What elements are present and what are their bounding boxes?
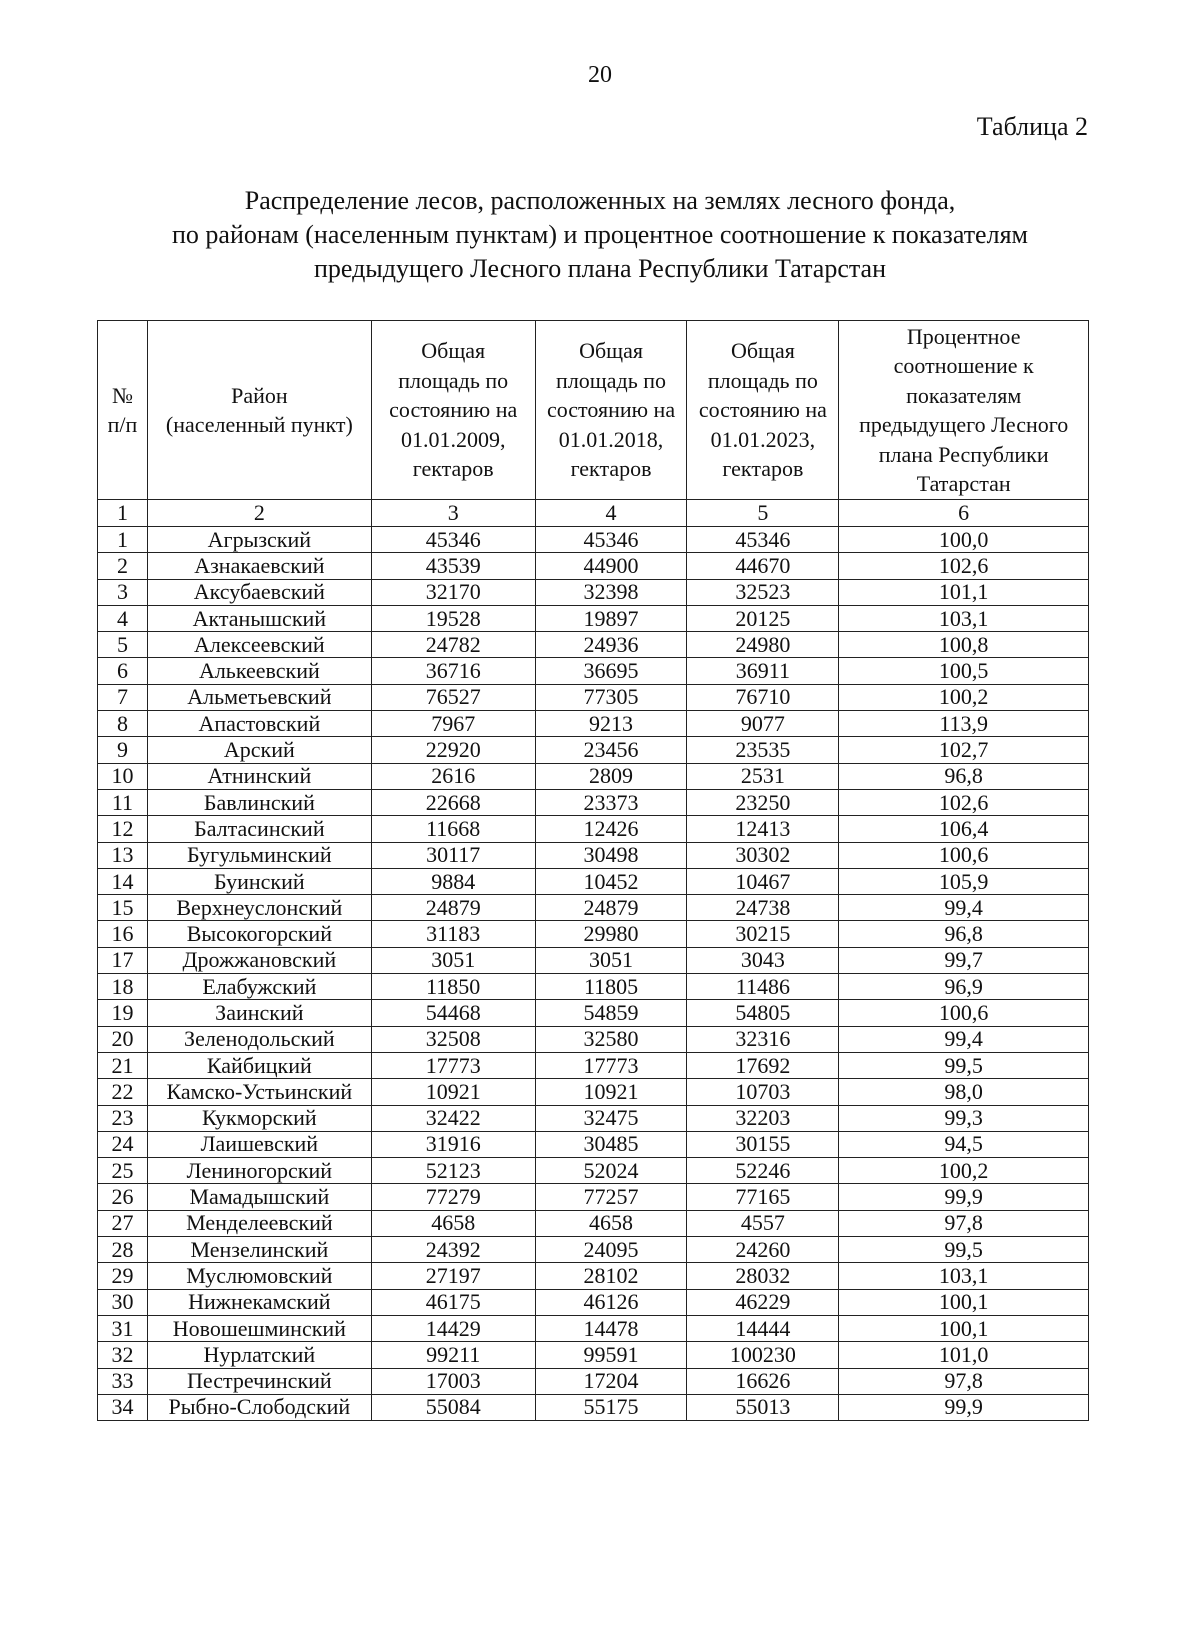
- district-cell: Бугульминский: [147, 842, 371, 868]
- area-2023-cell: 55013: [687, 1394, 839, 1420]
- header-number: [98, 321, 148, 500]
- area-2009-cell: 10921: [371, 1079, 535, 1105]
- table-row: [98, 1289, 1089, 1315]
- percent-cell: 96,8: [839, 763, 1089, 789]
- area-2009-cell: 24782: [371, 632, 535, 658]
- district-cell: Кайбицкий: [147, 1052, 371, 1078]
- area-2009-cell: 2616: [371, 763, 535, 789]
- area-2009-cell: 76527: [371, 684, 535, 710]
- area-2023-cell: 3043: [687, 947, 839, 973]
- percent-cell: 102,7: [839, 737, 1089, 763]
- percent-cell: 102,6: [839, 789, 1089, 815]
- table-row: [98, 1315, 1089, 1341]
- row-number-cell: 21: [98, 1052, 148, 1078]
- table-row: [98, 527, 1089, 553]
- row-number-cell: 17: [98, 947, 148, 973]
- table-row: [98, 1000, 1089, 1026]
- row-number-cell: 18: [98, 974, 148, 1000]
- table-row: [98, 1394, 1089, 1420]
- district-cell: Лениногорский: [147, 1158, 371, 1184]
- district-cell: Зеленодольский: [147, 1026, 371, 1052]
- area-2018-cell: 29980: [535, 921, 687, 947]
- area-2009-cell: 3051: [371, 947, 535, 973]
- table-row: [98, 632, 1089, 658]
- percent-cell: 99,7: [839, 947, 1089, 973]
- table-row: [98, 1210, 1089, 1236]
- row-number-cell: 12: [98, 816, 148, 842]
- table-label: Таблица 2: [976, 112, 1088, 141]
- area-2009-cell: 54468: [371, 1000, 535, 1026]
- area-2018-cell: 46126: [535, 1289, 687, 1315]
- area-2018-cell: 23456: [535, 737, 687, 763]
- header-line: №: [111, 382, 133, 408]
- area-2018-cell: 55175: [535, 1394, 687, 1420]
- area-2009-cell: 43539: [371, 553, 535, 579]
- area-2023-cell: 30302: [687, 842, 839, 868]
- area-2018-cell: 32580: [535, 1026, 687, 1052]
- header-row: [98, 321, 1089, 500]
- percent-cell: 100,0: [839, 527, 1089, 553]
- header-line: гектаров: [412, 456, 494, 482]
- district-cell: Мамадышский: [147, 1184, 371, 1210]
- header-line: Район: [231, 382, 288, 408]
- area-2023-cell: 20125: [687, 605, 839, 631]
- area-2018-cell: 32398: [535, 579, 687, 605]
- row-number-cell: 3: [98, 579, 148, 605]
- area-2009-cell: 32170: [371, 579, 535, 605]
- area-2023-cell: 45346: [687, 527, 839, 553]
- row-number-cell: 5: [98, 632, 148, 658]
- area-2018-cell: 23373: [535, 789, 687, 815]
- area-2009-cell: 24879: [371, 895, 535, 921]
- table-row: [98, 1105, 1089, 1131]
- header-line: 01.01.2023,: [710, 426, 816, 452]
- area-2023-cell: 4557: [687, 1210, 839, 1236]
- title-line: Распределение лесов, расположенных на землях лесного фонда,: [244, 186, 956, 215]
- district-cell: Дрожжановский: [147, 947, 371, 973]
- area-2009-cell: 27197: [371, 1263, 535, 1289]
- table-row: [98, 1237, 1089, 1263]
- area-2018-cell: 77257: [535, 1184, 687, 1210]
- percent-cell: 103,1: [839, 1263, 1089, 1289]
- area-2018-cell: 4658: [535, 1210, 687, 1236]
- district-cell: Высокогорский: [147, 921, 371, 947]
- area-2018-cell: 52024: [535, 1158, 687, 1184]
- table-row: [98, 763, 1089, 789]
- header-percent-ratio: [839, 321, 1089, 500]
- area-2009-cell: 99211: [371, 1342, 535, 1368]
- header-line: состоянию на: [389, 397, 518, 423]
- district-cell: Апастовский: [147, 711, 371, 737]
- area-2023-cell: 10467: [687, 868, 839, 894]
- area-2023-cell: 2531: [687, 763, 839, 789]
- row-number-cell: 25: [98, 1158, 148, 1184]
- column-number-cell: 2: [147, 500, 371, 527]
- header-line: Татарстан: [916, 471, 1011, 496]
- table-row: [98, 947, 1089, 973]
- area-2018-cell: 30485: [535, 1131, 687, 1157]
- row-number-cell: 23: [98, 1105, 148, 1131]
- row-number-cell: 22: [98, 1079, 148, 1105]
- area-2009-cell: 30117: [371, 842, 535, 868]
- percent-cell: 99,5: [839, 1237, 1089, 1263]
- page-number: 20: [588, 62, 612, 88]
- area-2018-cell: 32475: [535, 1105, 687, 1131]
- header-line: (населенный пункт): [165, 412, 353, 437]
- area-2018-cell: 54859: [535, 1000, 687, 1026]
- area-2009-cell: 36716: [371, 658, 535, 684]
- area-2023-cell: 24260: [687, 1237, 839, 1263]
- row-number-cell: 24: [98, 1131, 148, 1157]
- column-number-row: [98, 500, 1089, 527]
- district-cell: Актанышский: [147, 605, 371, 631]
- area-2018-cell: 45346: [535, 527, 687, 553]
- row-number-cell: 13: [98, 842, 148, 868]
- area-2023-cell: 54805: [687, 1000, 839, 1026]
- area-2023-cell: 46229: [687, 1289, 839, 1315]
- header-area-2023: [687, 321, 839, 500]
- area-2009-cell: 31916: [371, 1131, 535, 1157]
- table-row: [98, 1079, 1089, 1105]
- area-2023-cell: 28032: [687, 1263, 839, 1289]
- row-number-cell: 34: [98, 1394, 148, 1420]
- table-row: [98, 895, 1089, 921]
- percent-cell: 100,5: [839, 658, 1089, 684]
- table-row: [98, 1131, 1089, 1157]
- row-number-cell: 15: [98, 895, 148, 921]
- table-body: [98, 500, 1089, 1421]
- area-2009-cell: 46175: [371, 1289, 535, 1315]
- area-2018-cell: 24936: [535, 632, 687, 658]
- area-2009-cell: 31183: [371, 921, 535, 947]
- area-2018-cell: 19897: [535, 605, 687, 631]
- table-row: [98, 711, 1089, 737]
- header-line: 01.01.2018,: [558, 426, 664, 452]
- area-2009-cell: 22920: [371, 737, 535, 763]
- area-2023-cell: 32203: [687, 1105, 839, 1131]
- table-row: [98, 658, 1089, 684]
- percent-cell: 99,9: [839, 1394, 1089, 1420]
- table-row: [98, 789, 1089, 815]
- percent-cell: 100,2: [839, 1158, 1089, 1184]
- district-cell: Атнинский: [147, 763, 371, 789]
- district-cell: Алькеевский: [147, 658, 371, 684]
- row-number-cell: 30: [98, 1289, 148, 1315]
- area-2018-cell: 2809: [535, 763, 687, 789]
- area-2009-cell: 14429: [371, 1315, 535, 1341]
- area-2018-cell: 36695: [535, 658, 687, 684]
- area-2018-cell: 9213: [535, 711, 687, 737]
- area-2023-cell: 100230: [687, 1342, 839, 1368]
- district-cell: Буинский: [147, 868, 371, 894]
- percent-cell: 105,9: [839, 868, 1089, 894]
- district-cell: Пестречинский: [147, 1368, 371, 1394]
- header-line: п/п: [107, 412, 138, 437]
- header-line: площадь по: [398, 367, 509, 393]
- area-2023-cell: 12413: [687, 816, 839, 842]
- area-2023-cell: 11486: [687, 974, 839, 1000]
- column-number-cell: 3: [371, 500, 535, 527]
- area-2009-cell: 55084: [371, 1394, 535, 1420]
- area-2018-cell: 14478: [535, 1315, 687, 1341]
- area-2023-cell: 36911: [687, 658, 839, 684]
- area-2023-cell: 10703: [687, 1079, 839, 1105]
- row-number-cell: 16: [98, 921, 148, 947]
- percent-cell: 97,8: [839, 1368, 1089, 1394]
- area-2009-cell: 24392: [371, 1237, 535, 1263]
- district-cell: Рыбно-Слободский: [147, 1394, 371, 1420]
- district-cell: Нижнекамский: [147, 1289, 371, 1315]
- header-line: состоянию на: [546, 397, 676, 423]
- area-2009-cell: 45346: [371, 527, 535, 553]
- header-line: гектаров: [570, 456, 652, 482]
- row-number-cell: 14: [98, 868, 148, 894]
- header-district: [147, 321, 371, 500]
- district-cell: Аксубаевский: [147, 579, 371, 605]
- district-cell: Нурлатский: [147, 1342, 371, 1368]
- percent-cell: 101,0: [839, 1342, 1089, 1368]
- area-2009-cell: 32508: [371, 1026, 535, 1052]
- area-2009-cell: 9884: [371, 868, 535, 894]
- percent-cell: 100,6: [839, 842, 1089, 868]
- header-area-2018: [535, 321, 687, 500]
- row-number-cell: 27: [98, 1210, 148, 1236]
- row-number-cell: 2: [98, 553, 148, 579]
- column-number-cell: 6: [839, 500, 1089, 527]
- percent-cell: 113,9: [839, 711, 1089, 737]
- district-cell: Новошешминский: [147, 1315, 371, 1341]
- area-2023-cell: 30215: [687, 921, 839, 947]
- title-line: предыдущего Лесного плана Республики Татарстан: [313, 254, 887, 283]
- header-line: 01.01.2009,: [400, 426, 506, 452]
- row-number-cell: 31: [98, 1315, 148, 1341]
- table-row: [98, 921, 1089, 947]
- header-line: состоянию на: [698, 397, 827, 423]
- header-line: соотношение к: [893, 353, 1034, 378]
- document-title: [100, 184, 1100, 286]
- table-row: [98, 737, 1089, 763]
- table-row: [98, 605, 1089, 631]
- area-2009-cell: 19528: [371, 605, 535, 631]
- area-2009-cell: 7967: [371, 711, 535, 737]
- percent-cell: 99,3: [839, 1105, 1089, 1131]
- area-2023-cell: 32316: [687, 1026, 839, 1052]
- district-cell: Агрызский: [147, 527, 371, 553]
- row-number-cell: 32: [98, 1342, 148, 1368]
- percent-cell: 100,8: [839, 632, 1089, 658]
- row-number-cell: 29: [98, 1263, 148, 1289]
- area-2023-cell: 52246: [687, 1158, 839, 1184]
- row-number-cell: 33: [98, 1368, 148, 1394]
- district-cell: Менделеевский: [147, 1210, 371, 1236]
- area-2018-cell: 3051: [535, 947, 687, 973]
- header-area-2009: [371, 321, 535, 500]
- column-number-cell: 1: [98, 500, 148, 527]
- table-row: [98, 579, 1089, 605]
- row-number-cell: 9: [98, 737, 148, 763]
- table-row: [98, 1158, 1089, 1184]
- area-2023-cell: 17692: [687, 1052, 839, 1078]
- area-2018-cell: 12426: [535, 816, 687, 842]
- area-2018-cell: 10452: [535, 868, 687, 894]
- table-row: [98, 842, 1089, 868]
- header-line: гектаров: [722, 456, 804, 482]
- column-number-cell: 4: [535, 500, 687, 527]
- district-cell: Мензелинский: [147, 1237, 371, 1263]
- row-number-cell: 8: [98, 711, 148, 737]
- area-2023-cell: 23250: [687, 789, 839, 815]
- area-2023-cell: 16626: [687, 1368, 839, 1394]
- percent-cell: 98,0: [839, 1079, 1089, 1105]
- row-number-cell: 26: [98, 1184, 148, 1210]
- area-2023-cell: 76710: [687, 684, 839, 710]
- area-2009-cell: 17003: [371, 1368, 535, 1394]
- district-cell: Елабужский: [147, 974, 371, 1000]
- row-number-cell: 28: [98, 1237, 148, 1263]
- district-cell: Алексеевский: [147, 632, 371, 658]
- header-line: плана Республики: [878, 441, 1049, 467]
- table-row: [98, 816, 1089, 842]
- header-line: предыдущего Лесного: [859, 412, 1069, 437]
- table-row: [98, 868, 1089, 894]
- district-cell: Азнакаевский: [147, 553, 371, 579]
- title-line: по районам (населенным пунктам) и процентное соотношение к показателям: [172, 220, 1028, 249]
- percent-cell: 99,9: [839, 1184, 1089, 1210]
- percent-cell: 106,4: [839, 816, 1089, 842]
- area-2018-cell: 28102: [535, 1263, 687, 1289]
- table-row: [98, 1026, 1089, 1052]
- row-number-cell: 1: [98, 527, 148, 553]
- area-2018-cell: 17204: [535, 1368, 687, 1394]
- table-row: [98, 553, 1089, 579]
- district-cell: Кукморский: [147, 1105, 371, 1131]
- row-number-cell: 10: [98, 763, 148, 789]
- area-2018-cell: 11805: [535, 974, 687, 1000]
- area-2018-cell: 24095: [535, 1237, 687, 1263]
- area-2018-cell: 10921: [535, 1079, 687, 1105]
- column-number-cell: 5: [687, 500, 839, 527]
- area-2023-cell: 24980: [687, 632, 839, 658]
- table-row: [98, 1342, 1089, 1368]
- area-2023-cell: 9077: [687, 711, 839, 737]
- area-2023-cell: 24738: [687, 895, 839, 921]
- row-number-cell: 19: [98, 1000, 148, 1026]
- area-2009-cell: 11668: [371, 816, 535, 842]
- row-number-cell: 20: [98, 1026, 148, 1052]
- percent-cell: 100,2: [839, 684, 1089, 710]
- percent-cell: 102,6: [839, 553, 1089, 579]
- row-number-cell: 11: [98, 789, 148, 815]
- header-line: показателям: [906, 382, 1022, 408]
- percent-cell: 99,4: [839, 895, 1089, 921]
- area-2009-cell: 52123: [371, 1158, 535, 1184]
- percent-cell: 96,9: [839, 974, 1089, 1000]
- percent-cell: 94,5: [839, 1131, 1089, 1157]
- percent-cell: 96,8: [839, 921, 1089, 947]
- district-cell: Альметьевский: [147, 684, 371, 710]
- header-line: площадь по: [556, 367, 667, 393]
- area-2009-cell: 11850: [371, 974, 535, 1000]
- district-cell: Лаишевский: [147, 1131, 371, 1157]
- percent-cell: 100,6: [839, 1000, 1089, 1026]
- header-line: Общая: [730, 338, 795, 364]
- area-2018-cell: 24879: [535, 895, 687, 921]
- area-2023-cell: 32523: [687, 579, 839, 605]
- forest-distribution-table: [97, 320, 1089, 1421]
- row-number-cell: 4: [98, 605, 148, 631]
- area-2023-cell: 44670: [687, 553, 839, 579]
- header-line: Общая: [579, 338, 643, 364]
- area-2009-cell: 22668: [371, 789, 535, 815]
- district-cell: Балтасинский: [147, 816, 371, 842]
- area-2023-cell: 77165: [687, 1184, 839, 1210]
- percent-cell: 97,8: [839, 1210, 1089, 1236]
- table-row: [98, 1052, 1089, 1078]
- table-row: [98, 1368, 1089, 1394]
- percent-cell: 100,1: [839, 1289, 1089, 1315]
- row-number-cell: 7: [98, 684, 148, 710]
- header-line: Процентное: [906, 323, 1021, 349]
- area-2009-cell: 32422: [371, 1105, 535, 1131]
- area-2018-cell: 77305: [535, 684, 687, 710]
- area-2018-cell: 17773: [535, 1052, 687, 1078]
- percent-cell: 101,1: [839, 579, 1089, 605]
- row-number-cell: 6: [98, 658, 148, 684]
- area-2018-cell: 44900: [535, 553, 687, 579]
- table-row: [98, 974, 1089, 1000]
- percent-cell: 100,1: [839, 1315, 1089, 1341]
- district-cell: Муслюмовский: [147, 1263, 371, 1289]
- area-2009-cell: 77279: [371, 1184, 535, 1210]
- percent-cell: 99,4: [839, 1026, 1089, 1052]
- table-row: [98, 1263, 1089, 1289]
- district-cell: Камско-Устьинский: [147, 1079, 371, 1105]
- percent-cell: 99,5: [839, 1052, 1089, 1078]
- area-2023-cell: 14444: [687, 1315, 839, 1341]
- table-row: [98, 1184, 1089, 1210]
- district-cell: Верхнеуслонский: [147, 895, 371, 921]
- district-cell: Заинский: [147, 1000, 371, 1026]
- area-2023-cell: 30155: [687, 1131, 839, 1157]
- header-line: Общая: [421, 338, 486, 364]
- area-2009-cell: 4658: [371, 1210, 535, 1236]
- district-cell: Бавлинский: [147, 789, 371, 815]
- area-2023-cell: 23535: [687, 737, 839, 763]
- table-row: [98, 684, 1089, 710]
- percent-cell: 103,1: [839, 605, 1089, 631]
- district-cell: Арский: [147, 737, 371, 763]
- area-2009-cell: 17773: [371, 1052, 535, 1078]
- area-2018-cell: 99591: [535, 1342, 687, 1368]
- header-line: площадь по: [707, 367, 818, 393]
- area-2018-cell: 30498: [535, 842, 687, 868]
